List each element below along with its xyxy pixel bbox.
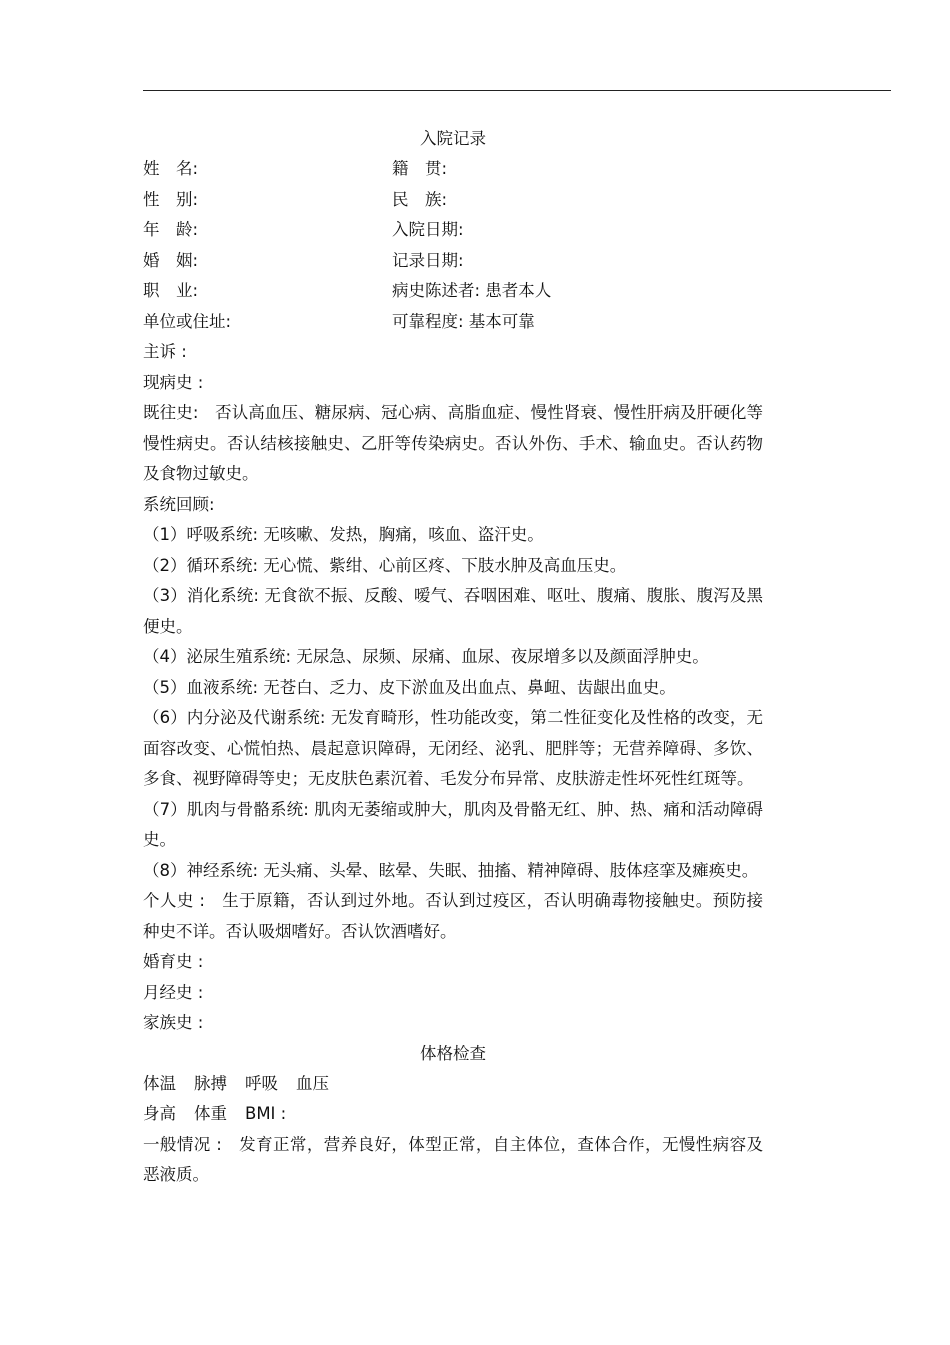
field-age: 年 龄: [143, 220, 199, 239]
system-item-nervous: （8）神经系统: 无头痛、头晕、眩晕、失眠、抽搐、精神障碍、肢体痉挛及瘫痪史。 [143, 860, 759, 880]
info-row-occupation [143, 276, 763, 307]
admission-record [143, 124, 763, 1191]
field-native-place: 籍 贯: [392, 159, 448, 178]
field-sex: 性 别: [143, 189, 199, 209]
field-address: 单位或住址: [143, 311, 232, 331]
menstrual-history: 月经史 : [143, 982, 204, 1002]
present-history: 现病史 : [143, 372, 204, 392]
info-row-marital [143, 246, 763, 277]
header-rule [143, 90, 891, 91]
info-row-name [143, 154, 763, 185]
system-item-urogenital: （4）泌尿生殖系统: 无尿急、尿频、尿痛、血尿、夜尿增多以及颜面浮肿史。 [143, 647, 709, 666]
system-item-digestive: （3）消化系统: 无食欲不振、反酸、嗳气、吞咽困难、呕吐、腹痛、腹胀、腹泻及黑便史。 [143, 586, 763, 636]
vital-pulse: 脉搏 [194, 1073, 227, 1093]
vital-blood-pressure: 血压 [296, 1073, 329, 1093]
info-row-age [143, 215, 763, 246]
field-reliability: 可靠程度: 基本可靠 [392, 311, 535, 331]
personal-history: 个人史 : 生于原籍，否认到过外地。否认到过疫区，否认明确毒物接触史。预防接种史不详。否认吸烟嗜好。否认饮酒嗜好。 [143, 891, 763, 941]
marital-history: 婚育史 : [143, 952, 204, 971]
past-history: 既往史: 否认高血压、糖尿病、冠心病、高脂血症、慢性肾衰、慢性肝病及肝硬化等慢性病史。否认结核接触史、乙肝等传染病史。否认外伤、手术、输血史。否认药物及食物过敏史。 [143, 403, 763, 483]
field-record-date: 记录日期: [392, 250, 464, 270]
vital-temperature: 体温 [143, 1073, 176, 1093]
field-ethnicity: 民 族: [392, 189, 448, 209]
body-measure-row [143, 1099, 763, 1130]
system-item-musculoskeletal: （7）肌肉与骨骼系统: 肌肉无萎缩或肿大，肌肉及骨骼无红、肿、热、痛和活动障碍史。 [143, 799, 763, 849]
exam-title: 体格检查 [420, 1043, 486, 1063]
vitals-row [143, 1069, 763, 1100]
info-row-address [143, 307, 763, 338]
vital-respiration: 呼吸 [245, 1073, 278, 1093]
body-height: 身高 [143, 1104, 176, 1123]
info-row-sex [143, 185, 763, 216]
document-title: 入院记录 [420, 129, 486, 148]
system-item-respiratory: （1）呼吸系统: 无咳嗽、发热，胸痛，咳血、盗汗史。 [143, 525, 544, 544]
chief-complaint: 主诉 : [143, 342, 187, 361]
system-review-label: 系统回顾: [143, 494, 215, 514]
field-marital-status: 婚 姻: [143, 250, 199, 270]
body-bmi: BMI : [245, 1104, 287, 1123]
system-item-endocrine: （6）内分泌及代谢系统: 无发育畸形，性功能改变，第二性征变化及性格的改变，无面容改变、心慌怕热、晨起意识障碍，无闭经、泌乳、肥胖等；无营养障碍、多饮、多食、视野障碍等史；无皮肤色素沉着、毛发分布异常、皮肤游走性坏死性红斑等。 [143, 708, 763, 788]
field-occupation: 职 业: [143, 281, 199, 300]
system-item-circulatory: （2）循环系统: 无心慌、紫绀、心前区疼、下肢水肿及高血压史。 [143, 555, 627, 575]
field-admission-date: 入院日期: [392, 220, 464, 239]
field-history-narrator: 病史陈述者: 患者本人 [392, 281, 552, 300]
family-history: 家族史 : [143, 1013, 204, 1032]
system-item-blood: （5）血液系统: 无苍白、乏力、皮下淤血及出血点、鼻衄、齿龈出血史。 [143, 677, 676, 697]
general-condition: 一般情况 : 发育正常，营养良好，体型正常，自主体位，查体合作，无慢性病容及恶液质。 [143, 1134, 763, 1184]
field-name: 姓 名: [143, 159, 199, 178]
body-weight: 体重 [194, 1104, 227, 1123]
